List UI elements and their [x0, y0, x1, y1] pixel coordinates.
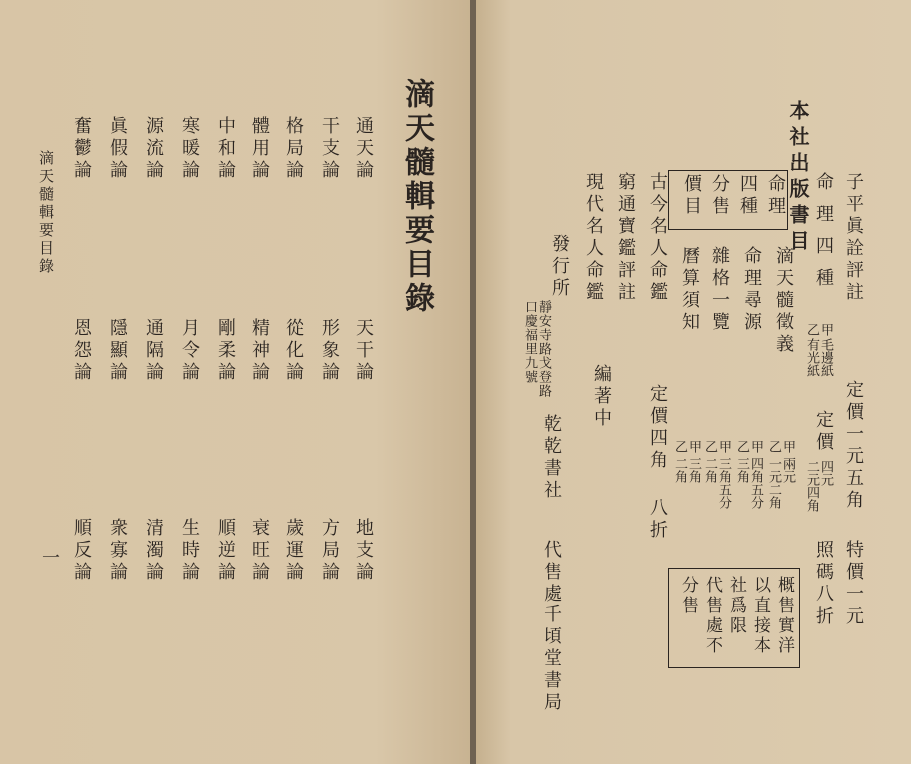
book-price-a: 甲 三角五分	[716, 440, 731, 510]
four-kinds-price-a: 四元	[818, 460, 833, 486]
xiandai-status: 編著中	[591, 364, 612, 430]
ziping-price: 定價一元五角	[843, 380, 864, 512]
toc-entry: 從化論	[283, 318, 304, 384]
four-kinds-price-label: 定價	[813, 410, 834, 454]
toc-entry: 體用論	[249, 116, 270, 182]
ziping-title: 子平眞詮評註	[843, 172, 864, 304]
book-title: 命理尋源	[741, 246, 762, 334]
toc-entry: 寒暖論	[179, 116, 200, 182]
agent-name: 千頃堂書局	[541, 604, 562, 714]
toc-entry: 格局論	[283, 116, 304, 182]
four-kinds-discount: 照碼八折	[813, 540, 834, 628]
book-title: 滴天髓徵義	[773, 246, 794, 356]
book-price-b: 乙 一元二角	[766, 440, 781, 510]
toc-entry: 奮鬱論	[71, 116, 92, 182]
page-number: 一	[39, 548, 60, 570]
toc-entry: 干支論	[319, 116, 340, 182]
book-price-b: 乙 二角	[702, 440, 717, 484]
toc-entry: 衰旺論	[249, 518, 270, 584]
notice-line4: 代售處不	[702, 576, 722, 656]
toc-entry: 形象論	[319, 318, 340, 384]
four-kinds-paper-a: 毛邊紙	[818, 338, 833, 377]
notice-line1: 概售實洋	[774, 576, 794, 656]
toc-entry: 地支論	[353, 518, 374, 584]
toc-entry: 月令論	[179, 318, 200, 384]
book-title: 雜格一覽	[709, 246, 730, 334]
book-price-a: 甲 三角	[686, 440, 701, 484]
toc-entry: 歲運論	[283, 518, 304, 584]
four-kinds-paper-b: 有光紙	[804, 338, 819, 377]
toc-entry: 順逆論	[215, 518, 236, 584]
ziping-special: 特價一元	[843, 540, 864, 628]
publisher-label: 發行所	[549, 234, 570, 300]
toc-entry: 源流論	[143, 116, 164, 182]
catalog-header: 本社出版書目	[786, 100, 810, 256]
right-page	[476, 0, 911, 764]
book-price-b: 乙 三角	[734, 440, 749, 484]
toc-entry: 衆寡論	[107, 518, 128, 584]
agent-label: 代售處	[541, 540, 562, 606]
four-kinds-title: 命理四種	[813, 172, 834, 300]
book-title: 曆算須知	[679, 246, 700, 334]
gujin-discount: 八折	[647, 498, 668, 542]
toc-entry: 隱顯論	[107, 318, 128, 384]
toc-title: 滴天髓輯要目錄	[399, 78, 434, 316]
xiandai-title: 現代名人命鑑	[583, 172, 604, 304]
publisher-addr1: 靜安寺路戈登路	[536, 300, 551, 398]
toc-entry: 中和論	[215, 116, 236, 182]
gujin-price: 定價四角	[647, 384, 668, 472]
toc-entry: 眞假論	[107, 116, 128, 182]
toc-entry: 通隔論	[143, 318, 164, 384]
book-price-a: 甲 兩元	[780, 440, 795, 484]
four-kinds-price-b: 二元四角	[804, 460, 819, 512]
box-line4: 價目	[681, 174, 702, 218]
box-line2: 四種	[737, 174, 758, 218]
box-line3: 分售	[709, 174, 730, 218]
toc-entry: 剛柔論	[215, 318, 236, 384]
gujin-title: 古今名人命鑑	[647, 172, 668, 304]
qiongtong-title: 窮通寶鑑評註	[615, 172, 636, 304]
toc-entry: 天干論	[353, 318, 374, 384]
toc-entry: 清濁論	[143, 518, 164, 584]
toc-entry: 生時論	[179, 518, 200, 584]
book-price-a: 甲 四角五分	[748, 440, 763, 510]
four-kinds-grade-b: 乙	[804, 323, 819, 336]
notice-line2: 以直接本	[750, 576, 770, 656]
publisher-name: 乾乾書社	[541, 414, 562, 502]
publisher-addr2: 口慶福里九號	[522, 300, 537, 384]
notice-line3: 社爲限	[726, 576, 746, 636]
notice-line5: 分售	[678, 576, 698, 616]
book-price-b: 乙 二角	[672, 440, 687, 484]
four-kinds-grade-a: 甲	[818, 323, 833, 336]
margin-label: 滴天髓輯要目錄	[37, 150, 55, 276]
box-line1: 命理	[765, 174, 786, 218]
toc-entry: 方局論	[319, 518, 340, 584]
toc-entry: 精神論	[249, 318, 270, 384]
toc-entry: 恩怨論	[71, 318, 92, 384]
toc-entry: 順反論	[71, 518, 92, 584]
toc-entry: 通天論	[353, 116, 374, 182]
